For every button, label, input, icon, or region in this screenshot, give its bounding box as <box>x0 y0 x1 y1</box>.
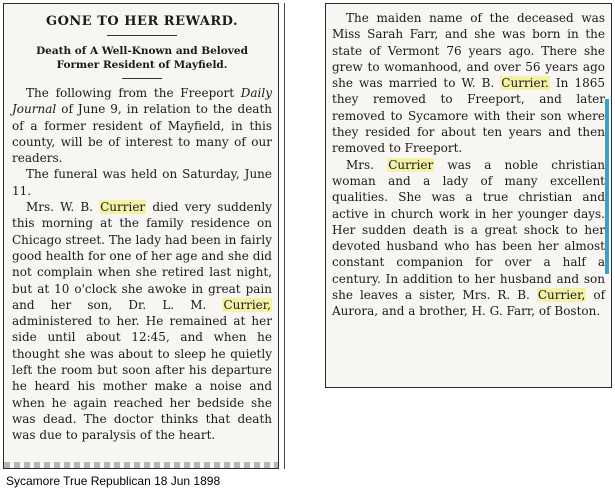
text-run: In 1865 they removed to Freeport, and later removed to Sycamore with their son where they resided for about ten years and then removed to Freeport. <box>332 76 605 156</box>
paragraph-funeral: The funeral was held on Saturday, June 11. <box>12 167 272 198</box>
text-run: The following from the Freeport <box>26 86 241 100</box>
newspaper-title: Daily Journal <box>12 86 272 117</box>
edge-marker <box>605 99 609 274</box>
paragraph-character <box>332 157 605 320</box>
highlighted-name: Currier, <box>537 288 586 303</box>
highlighted-name: Currier <box>100 200 146 215</box>
subhead-divider <box>122 78 162 79</box>
headline-divider <box>107 35 177 36</box>
text-run: died very suddenly this morning at the family residence on Chicago street. The lady had been in fairly good health for one of her age and she did not complain when she retired last night, but at 10 o'clock she awoke in great pain and her son, Dr. L. M. <box>12 200 272 312</box>
headline: GONE TO HER REWARD. <box>46 14 238 29</box>
text-run: was a noble christian woman and a lady of many excellent qualities. She was a true christian and active in church work in her younger days. Her sudden death is a great shock to her devoted husband who has been her almost constant companion for over a half a century. In addition to her husband and son she leaves a sister, Mrs. R. B. <box>332 157 606 303</box>
torn-edge <box>4 462 278 468</box>
paragraph-death-account <box>12 199 272 443</box>
text-run: administered to her. He remained at her side until about 12:45, and when he thought she was about to sleep he quietly left the room but soon after his departure he heard his mother make a noise and when he again reached her bedside she was dead. The doctor thinks that death was due to paralysis of the heart. <box>12 314 272 443</box>
text-run: Mrs. W. B. <box>26 200 100 215</box>
text-run: of June 9, in relation to the death of a former resident of Mayfield, in this county, will be of interest to many of our readers. <box>12 102 272 166</box>
subheadline <box>12 44 272 72</box>
article-clipping-right <box>325 3 612 388</box>
text-run: Mrs. <box>346 157 388 172</box>
text-run: The maiden name of the deceased was Miss Sarah Farr, and she was born in the state of Vermont 76 years ago. There she grew to womanhood, and over 56 years ago she was married to W. B. <box>332 11 605 91</box>
highlighted-name: Currier. <box>501 76 549 91</box>
subhead-line-1: Death of A Well-Known and Beloved <box>36 45 248 57</box>
article-clipping-left <box>3 3 279 469</box>
column-rule <box>284 3 285 469</box>
source-caption: Sycamore True Republican 18 Jun 1898 <box>6 474 221 488</box>
highlighted-name: Currier, <box>223 297 271 312</box>
paragraph-intro <box>12 85 272 166</box>
subhead-line-2: Former Resident of Mayfield. <box>56 59 228 71</box>
paragraph-biography <box>332 10 605 157</box>
highlighted-name: Currier <box>388 157 434 172</box>
text-run: of Aurora, and a brother, H. G. Farr, of Boston. <box>332 288 606 319</box>
